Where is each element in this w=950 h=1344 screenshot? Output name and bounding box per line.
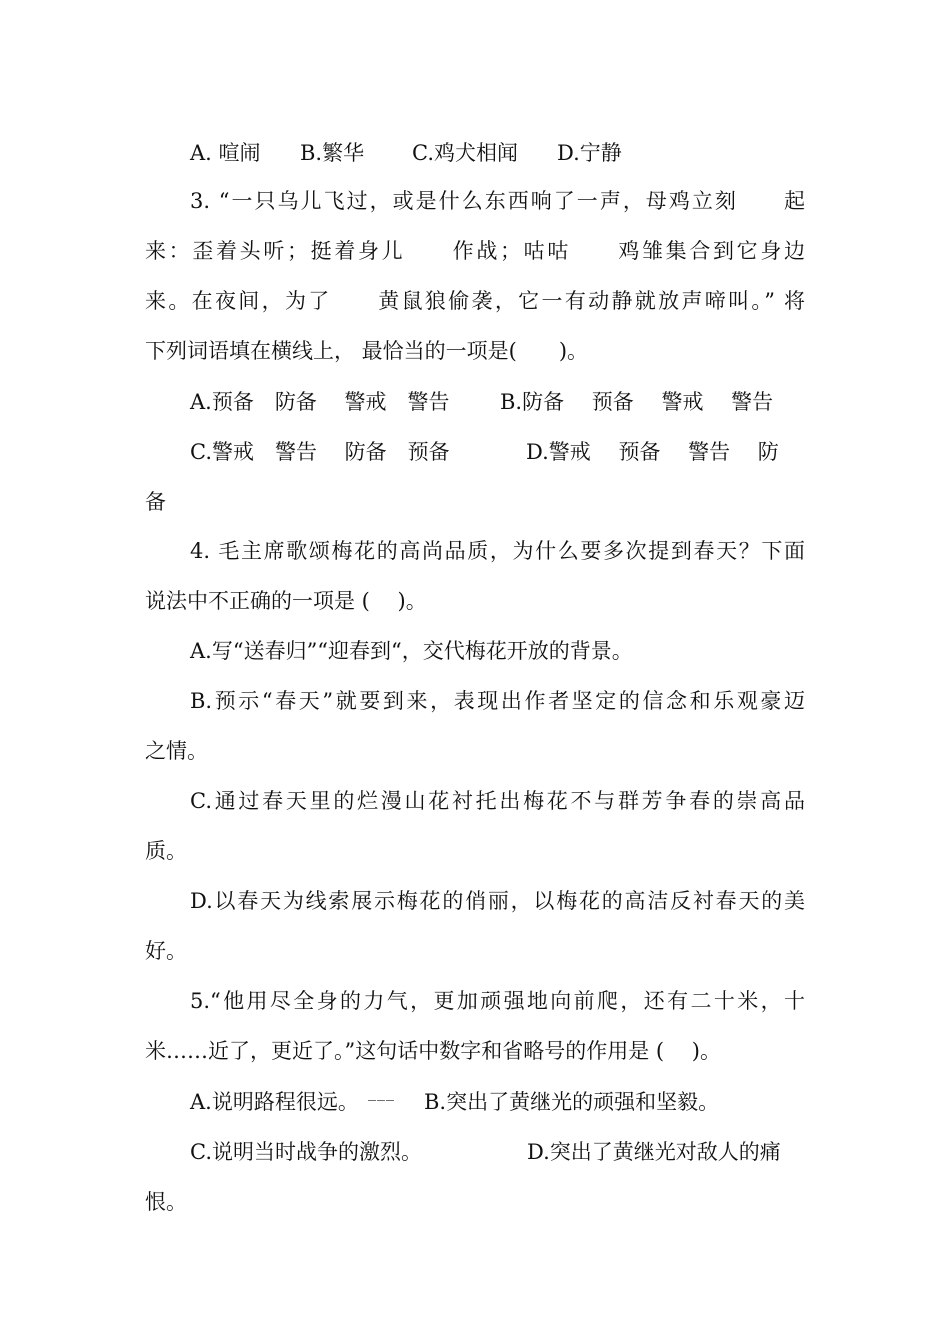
q2-option-a: A. 喧闹 xyxy=(190,141,261,165)
q3-option-b: B.防备 预备 警戒 警告 xyxy=(500,390,774,414)
q4-option-a: A.写“送春归”“迎春到“，交代梅花开放的背景。 xyxy=(190,639,633,663)
q2-option-c: C.鸡犬相闻 xyxy=(412,141,518,165)
q4-line-2: 说法中不正确的一项是 ( )。 xyxy=(145,589,427,613)
q5-line-1: 5.“他用尽全身的力气，更加顽强地向前爬，还有二十米，十 xyxy=(190,989,805,1013)
q2-option-d: D.宁静 xyxy=(557,141,622,165)
q3-option-d: D.警戒 预备 警告 防 xyxy=(526,440,779,464)
q3-option-a: A.预备 防备 警戒 警告 xyxy=(190,390,450,414)
q5-option-d-continued: 恨。 xyxy=(145,1190,187,1214)
q2-option-b: B.繁华 xyxy=(300,141,365,165)
q4-option-b-line-2: 之情。 xyxy=(145,739,208,763)
q5-option-a: A.说明路程很远。 xyxy=(190,1090,359,1114)
q5-line-2: 米……近了，更近了。”这句话中数字和省略号的作用是 ( )。 xyxy=(145,1039,721,1063)
q4-line-1: 4. 毛主席歌颂梅花的高尚品质，为什么要多次提到春天？下面 xyxy=(190,539,805,563)
q3-line-1: 3. “一只乌儿飞过，或是什么东西响了一声，母鸡立刻 起 xyxy=(190,189,805,213)
q4-option-d-line-1: D.以春天为线索展示梅花的俏丽，以梅花的高洁反衬春天的美 xyxy=(190,889,805,913)
q4-option-d-line-2: 好。 xyxy=(145,939,187,963)
q5-option-a-mark: ___ xyxy=(368,1082,395,1101)
q3-line-2: 来：歪着头听；挺着身儿 作战；咕咕 鸡雏集合到它身边 xyxy=(145,239,805,263)
q3-line-4: 下列词语填在横线上， 最恰当的一项是( )。 xyxy=(145,339,589,363)
q4-option-c-line-1: C.通过春天里的烂漫山花衬托出梅花不与群芳争春的崇高品 xyxy=(190,789,805,813)
q3-option-d-continued: 备 xyxy=(145,490,166,514)
q3-line-3: 来。在夜间，为了 黄鼠狼偷袭，它一有动静就放声啼叫。” 将 xyxy=(145,289,805,313)
q5-option-b: B.突出了黄继光的顽强和坚毅。 xyxy=(424,1090,720,1114)
q3-option-c: C.警戒 警告 防备 预备 xyxy=(190,440,450,464)
q4-option-c-line-2: 质。 xyxy=(145,839,187,863)
q5-option-c: C.说明当时战争的激烈。 xyxy=(190,1140,422,1164)
q5-option-d: D.突出了黄继光对敌人的痛 xyxy=(527,1140,781,1164)
q4-option-b-line-1: B.预示“春天”就要到来，表现出作者坚定的信念和乐观豪迈 xyxy=(190,689,805,713)
